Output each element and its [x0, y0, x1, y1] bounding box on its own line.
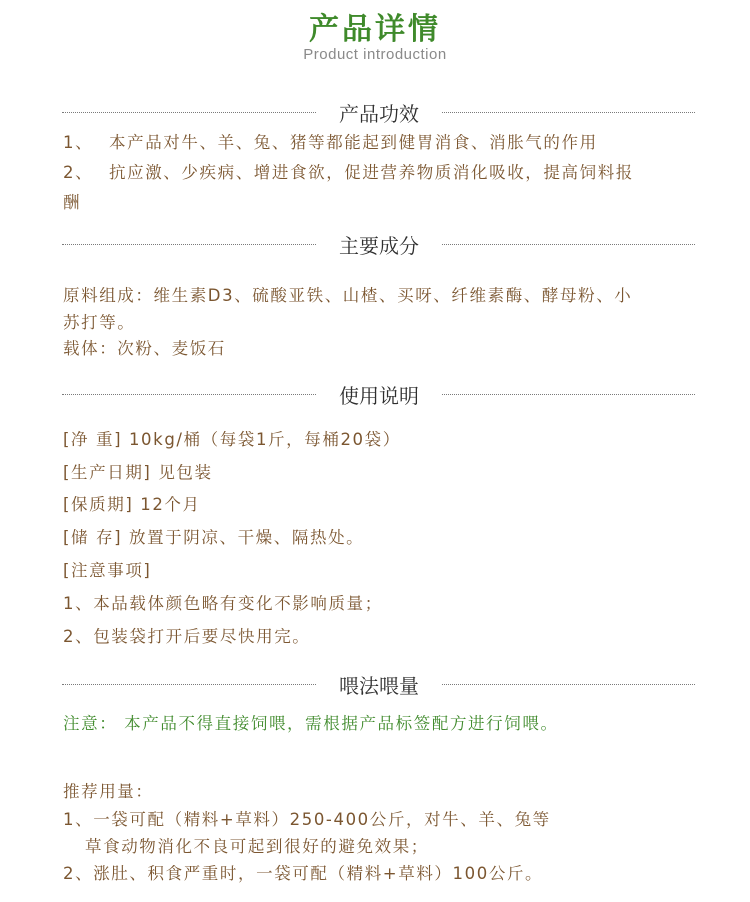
section-header-feeding: [0, 670, 750, 698]
usage-note-1: 1、本品载体颜色略有变化不影响质量；: [63, 594, 383, 613]
usage-net-weight: [净 重] 10kg/桶（每袋1斤，每桶20袋）: [63, 430, 401, 449]
divider-right: [442, 684, 695, 685]
divider-left: [62, 112, 316, 113]
efficacy-item-index: 2、: [63, 163, 94, 182]
efficacy-item-index: 1、: [63, 133, 94, 152]
usage-notes-heading: [注意事项]: [63, 561, 152, 580]
section-title-efficacy: 产品功效: [339, 102, 419, 126]
page-title: 产品详情: [309, 12, 441, 47]
section-title-feeding: 喂法喂量: [339, 674, 419, 698]
ingredients-composition-continued: 苏打等。: [63, 313, 136, 332]
divider-left: [62, 684, 316, 685]
usage-note-2: 2、包装袋打开后要尽快用完。: [63, 627, 311, 646]
page-subtitle: Product introduction: [303, 46, 447, 63]
ingredients-carrier: 载体：次粉、麦饭石: [63, 339, 226, 358]
efficacy-item-2: [63, 158, 634, 187]
usage-storage: [储 存] 放置于阴凉、干燥、隔热处。: [63, 528, 365, 547]
divider-left: [62, 394, 316, 395]
efficacy-item-1: [63, 128, 598, 157]
ingredients-composition: 原料组成：维生素D3、硫酸亚铁、山楂、买呀、纤维素酶、酵母粉、小: [63, 286, 633, 305]
efficacy-item-2-continued: 酬: [63, 193, 82, 212]
divider-left: [62, 244, 316, 245]
feeding-note: 注意： 本产品不得直接饲喂，需根据产品标签配方进行饲喂。: [63, 714, 559, 733]
feeding-recommend-title: 推荐用量：: [63, 782, 154, 801]
divider-right: [442, 394, 695, 395]
feeding-dosage-1: 1、一袋可配（精料+草料）250-400公斤，对牛、羊、兔等: [63, 810, 551, 829]
divider-right: [442, 244, 695, 245]
usage-shelf-life: [保质期] 12个月: [63, 495, 201, 514]
divider-right: [442, 112, 695, 113]
section-title-usage: 使用说明: [339, 384, 419, 408]
usage-production-date: [生产日期] 见包装: [63, 463, 213, 482]
feeding-dosage-2: 2、涨肚、积食严重时，一袋可配（精料+草料）100公斤。: [63, 864, 544, 883]
section-header-ingredients: [0, 230, 750, 258]
section-header-usage: [0, 380, 750, 408]
efficacy-item-text: 抗应激、少疾病、增进食欲，促进营养物质消化吸收，提高饲料报: [109, 163, 634, 182]
feeding-dosage-1-continued: 草食动物消化不良可起到很好的避免效果；: [85, 837, 429, 856]
section-title-ingredients: 主要成分: [339, 234, 419, 258]
section-header-efficacy: [0, 98, 750, 126]
efficacy-item-text: 本产品对牛、羊、兔、猪等都能起到健胃消食、消胀气的作用: [109, 133, 598, 152]
